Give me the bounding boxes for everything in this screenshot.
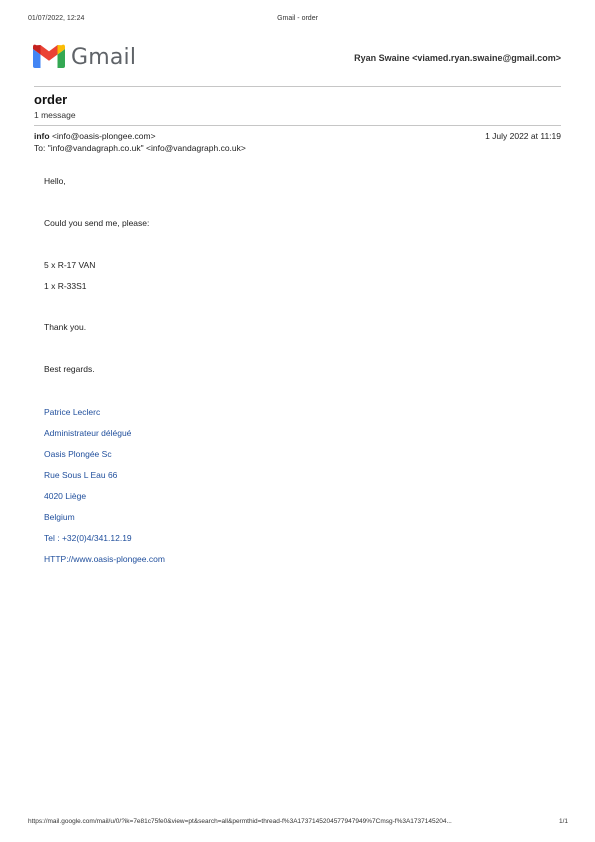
- print-date: 01/07/2022, 12:24: [28, 15, 85, 22]
- divider: [34, 125, 561, 126]
- signature-city: 4020 Liège: [44, 491, 87, 501]
- body-line: Thank you.: [44, 322, 87, 332]
- print-title: Gmail - order: [277, 15, 318, 22]
- body-line: 5 x R-17 VAN: [44, 260, 96, 270]
- message-count: 1 message: [34, 110, 76, 120]
- print-page-number: 1/1: [558, 818, 568, 825]
- thread-subject: order: [34, 92, 68, 107]
- sender-name: info: [34, 131, 50, 141]
- divider: [34, 86, 561, 87]
- message-date: 1 July 2022 at 11:19: [485, 131, 561, 141]
- print-footer-url: https://mail.google.com/mail/u/0/?ik=7e81c75fe0&view=pt&search=all&permthid=thread-f%3A1737145204577947949%7Cmsg-f%3A1737145204...: [28, 818, 452, 825]
- signature-phone: Tel : +32(0)4/341.12.19: [44, 533, 132, 543]
- signature-company: Oasis Plongée Sc: [44, 449, 112, 459]
- body-line: Best regards.: [44, 364, 95, 374]
- sender-email: <info@oasis-plongee.com>: [51, 131, 156, 141]
- gmail-wordmark: Gmail: [71, 45, 137, 70]
- sender-line: [34, 131, 156, 141]
- signature-role: Administrateur délégué: [44, 428, 132, 438]
- body-line: Hello,: [44, 176, 66, 186]
- signature-name: Patrice Leclerc: [44, 407, 101, 417]
- signature-country: Belgium: [44, 512, 75, 522]
- signature-website-link[interactable]: HTTP://www.oasis-plongee.com: [44, 554, 165, 564]
- body-line: Could you send me, please:: [44, 218, 150, 228]
- gmail-logo: [33, 44, 137, 72]
- gmail-logo-icon: [33, 44, 65, 68]
- account-email: Ryan Swaine <viamed.ryan.swaine@gmail.com>: [354, 53, 561, 63]
- signature-street: Rue Sous L Eau 66: [44, 470, 118, 480]
- recipient-line: To: "info@vandagraph.co.uk" <info@vandagraph.co.uk>: [34, 143, 246, 153]
- body-line: 1 x R-33S1: [44, 281, 87, 291]
